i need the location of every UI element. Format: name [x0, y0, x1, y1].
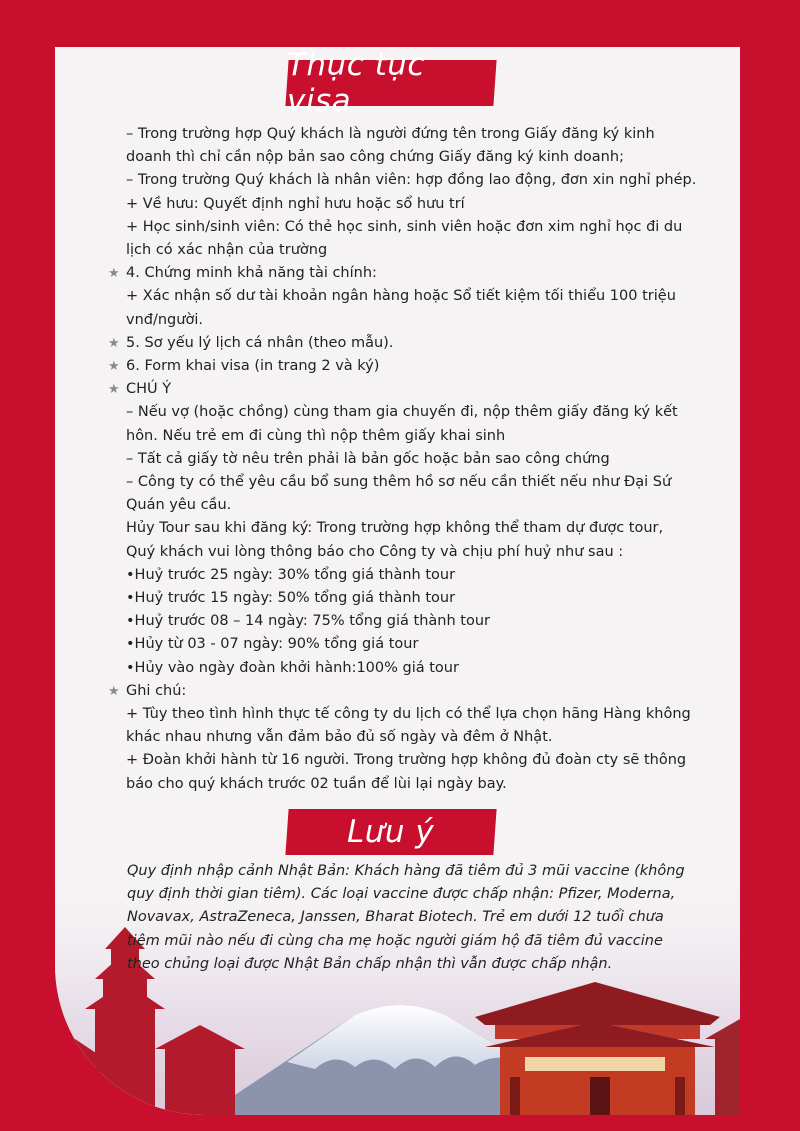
starred-list-item: ★ CHÚ Ý: [110, 378, 710, 401]
starred-list-item: ★ Ghi chú:: [110, 680, 710, 703]
note-line: theo chủng loại được Nhật Bản chấp nhận thì vẫn được chấp nhận.: [127, 955, 613, 972]
section-title-banner-note: [285, 809, 496, 855]
text-line: doanh thì chỉ cần nộp bản sao công chứng Giấy đăng ký kinh doanh;: [126, 149, 624, 166]
visa-requirements-text: [110, 123, 710, 796]
entry-regulation-note: [127, 860, 727, 976]
text-line: – Trong trường Quý khách là nhân viên: hợp đồng lao động, đơn xin nghỉ phép.: [126, 172, 697, 189]
note-line: Quy định nhập cảnh Nhật Bản: Khách hàng đã tiêm đủ 3 mũi vaccine (không: [127, 863, 685, 879]
text-line: Hủy Tour sau khi đăng ký: Trong trường hợp không thể tham dự được tour,: [126, 520, 664, 537]
text-line: •Huỷ trước 15 ngày: 50% tổng giá thành tour: [126, 590, 456, 607]
text-line: Quán yêu cầu.: [126, 497, 232, 514]
text-line: lịch có xác nhận của trường: [126, 242, 328, 259]
starred-list-item: ★ 6. Form khai visa (in trang 2 và ký): [110, 355, 710, 378]
text-line: – Tất cả giấy tờ nêu trên phải là bản gốc hoặc bản sao công chứng: [126, 450, 610, 467]
text-line: khác nhau nhưng vẫn đảm bảo đủ số ngày và đêm ở Nhật.: [126, 729, 553, 746]
text-line: + Học sinh/sinh viên: Có thẻ học sinh, sinh viên hoặc đơn xim nghỉ học đi du: [126, 218, 683, 235]
text-line: + Xác nhận số dư tài khoản ngân hàng hoặc Sổ tiết kiệm tối thiểu 100 triệu: [126, 288, 676, 305]
text-line: + Về hưu: Quyết định nghỉ hưu hoặc sổ hưu trí: [126, 195, 465, 212]
content-page: [55, 47, 740, 1115]
text-line: – Nếu vợ (hoặc chồng) cùng tham gia chuyến đi, nộp thêm giấy đăng ký kết: [126, 404, 678, 421]
text-line: báo cho quý khách trước 02 tuần để lùi lại ngày bay.: [126, 775, 507, 792]
text-line: hôn. Nếu trẻ em đi cùng thì nộp thêm giấy khai sinh: [126, 427, 506, 444]
text-line: + Tùy theo tình hình thực tế công ty du lịch có thể lựa chọn hãng Hàng không: [126, 706, 691, 723]
section-title-note: Lưu ý: [347, 814, 435, 850]
section-title-banner-visa: [285, 47, 496, 119]
starred-list-item: ★ 4. Chứng minh khả năng tài chính:: [110, 262, 710, 285]
note-line: tiêm mũi nào nếu đi cùng cha mẹ hoặc người giám hộ đã tiêm đủ vaccine: [127, 932, 663, 949]
text-line: •Huỷ trước 08 – 14 ngày: 75% tổng giá thành tour: [126, 613, 490, 630]
text-line: •Hủy từ 03 - 07 ngày: 90% tổng giá tour: [126, 636, 419, 653]
text-line: vnđ/người.: [126, 311, 203, 328]
text-line: •Huỷ trước 25 ngày: 30% tổng giá thành tour: [126, 566, 456, 583]
text-line: + Đoàn khởi hành từ 16 người. Trong trường hợp không đủ đoàn cty sẽ thông: [126, 752, 687, 769]
starred-list-item: ★ 5. Sơ yếu lý lịch cá nhân (theo mẫu).: [110, 332, 710, 355]
text-line: •Hủy vào ngày đoàn khởi hành:100% giá tour: [126, 659, 459, 676]
text-line: – Trong trường hợp Quý khách là người đứng tên trong Giấy đăng ký kinh: [126, 126, 655, 142]
text-line: – Công ty có thể yêu cầu bổ sung thêm hồ sơ nếu cần thiết nếu như Đại Sứ: [126, 474, 672, 491]
note-line: quy định thời gian tiêm). Các loại vaccine được chấp nhận: Pfizer, Moderna,: [127, 886, 676, 903]
note-line: Novavax, AstraZeneca, Janssen, Bharat Biotech. Trẻ em dưới 12 tuổi chưa: [127, 909, 664, 926]
text-line: Quý khách vui lòng thông báo cho Công ty và chịu phí huỷ như sau :: [126, 543, 624, 560]
section-title-visa: Thục tục visa: [287, 47, 425, 119]
